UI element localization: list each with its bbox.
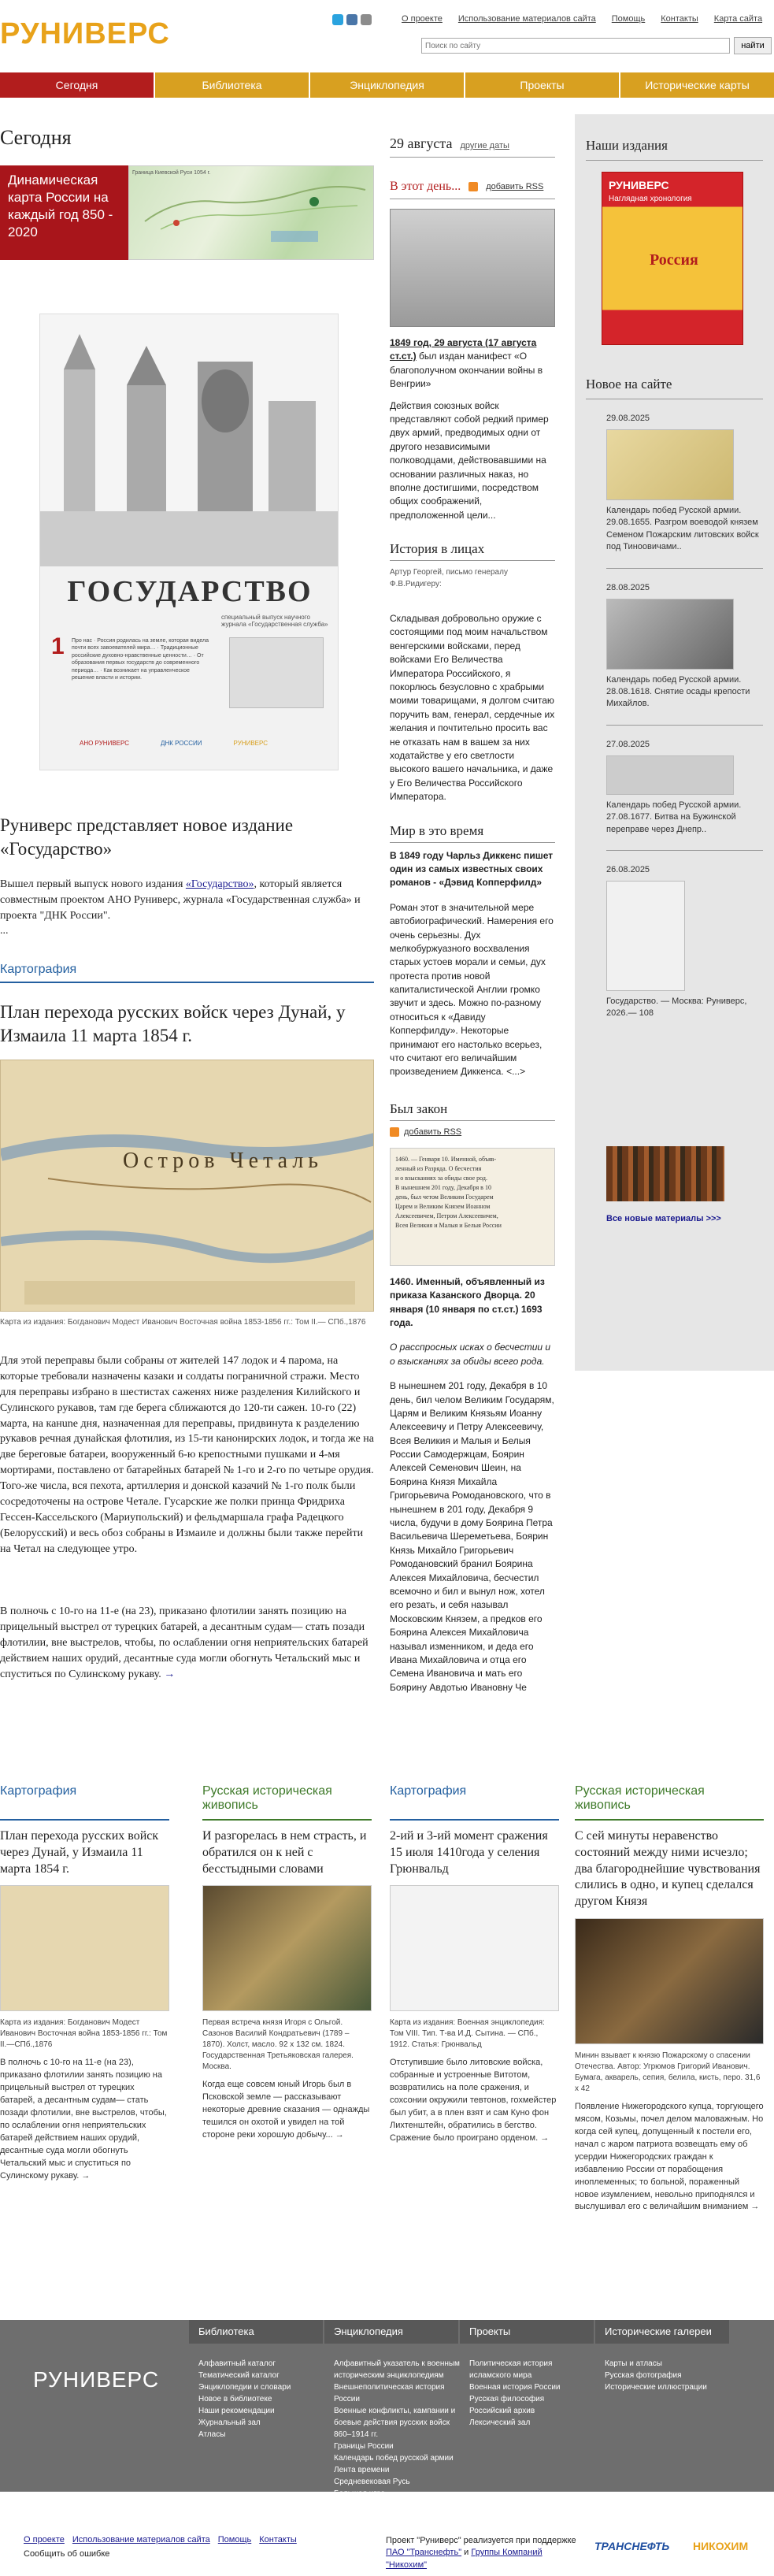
feature-text-part2: , который является совместным проектом АНО Руниверс, журнала «Государственная служба» и проекта "ДНК России".: [0, 878, 361, 922]
vk-icon[interactable]: [346, 14, 357, 25]
new-item[interactable]: [575, 740, 774, 836]
this-day-heading[interactable]: В этот день...: [390, 180, 461, 193]
danube-map-drawing: [1, 1060, 374, 1312]
footer-link[interactable]: Русская философия: [469, 2395, 545, 2403]
topnav-usage[interactable]: Использование материалов сайта: [457, 14, 596, 24]
footer: [0, 2320, 774, 2498]
law-doc-line: 1460. — Генваря 10. Именной, объяв-: [395, 1155, 497, 1163]
card-caption: Карта из издания: Военная энциклопедия: Том VIII. Тип. Т-ва И.Д. Сытина. — СПб., 1912. Статья: Грюнвальд: [390, 2018, 545, 2050]
right-sidebar: [575, 114, 774, 1371]
new-item-image: [606, 755, 734, 795]
persons-quote: Складывая добровольно оружие с состоящими под моим начальством венгерскими войсками, перед войсками Его Величества Императора Российского, я покорлюсь безусловно с храбрыми моими товарищами, я долгом считаю поручить вам, генерал, сердечные их желания и почтительно просить вас не отказать нам в вашем за них ходатайстве у его светлости высокого вашего начальника, и даже у Его Величества Российского Императора.: [390, 613, 555, 803]
footer-link[interactable]: Средневековая Русь: [334, 2478, 410, 2486]
law-italic: О расспросных исках о бесчестии и о взысканиях за обиды всего рода.: [390, 1342, 551, 1367]
card-text-body: Появление Нижегородского купца, торгующего мясом, Козьмы, почел делом маловажным. Но когда сей купец, допущенный к постели его, начал с жаром патриота возвещать ему об усердии Нижегородских граждан к избавлению России от порабощения иноплеменных; то больной, пораженный новое изумлением, невольно приподнялся и выслушивал его с величайшим вниманием: [575, 2101, 764, 2212]
footer-link[interactable]: Политическая история исламского мира: [469, 2359, 553, 2380]
law-doc-line: день, был четом Великим Государем: [395, 1193, 494, 1201]
new-item-image: [606, 599, 734, 670]
footer-link[interactable]: Атласы: [198, 2430, 226, 2439]
nikokhim-logo[interactable]: НИКОХИМ: [693, 2540, 749, 2552]
new-item-caption: Государство. — Москва: Руниверс, 2026.— 108: [606, 996, 747, 1019]
card-heading[interactable]: Картография: [390, 1784, 559, 1821]
menu-library[interactable]: Библиотека: [155, 72, 310, 98]
footer-link[interactable]: Военная история России: [469, 2383, 561, 2392]
search-input[interactable]: [421, 38, 730, 54]
cartography-paragraph-2-text: В полночь с 10-го на 11-е (на 23), приказано флотилии занять позицию на прицельный выстрел от турецких батарей, а десантным судам— стать позади флотилии, вне выстрелов, чтобы, по ослаблении огня неприятельских батарей действием наших орудий, десантные суда могли обогнуть Четальский мыс и спуститься по Сулинскому рукаву.: [0, 1605, 368, 1680]
search-button[interactable]: найти: [734, 37, 772, 54]
partner-transneft-link[interactable]: ПАО "Транснефть": [386, 2548, 462, 2558]
book-cover[interactable]: [602, 172, 743, 345]
russia-map-drawing: [129, 166, 373, 259]
law-rss: [390, 1127, 555, 1137]
project-support: [386, 2535, 583, 2571]
card-text-body: Когда еще совсем юный Игорь был в Псковской земле — рассказывают некоторые древние сказания — однажды тешился он охотой и увидел на той стороне реки хорошую добычу...: [202, 2080, 370, 2140]
footer-link[interactable]: Русская фотография: [605, 2371, 682, 2380]
poster-title: ГОСУДАРСТВО: [67, 575, 313, 608]
new-on-site-heading[interactable]: Новое на сайте: [586, 345, 763, 399]
card-more-arrow[interactable]: →: [750, 2202, 760, 2212]
feature-text: [0, 877, 374, 924]
logo-dnk: ДНК РОССИИ: [161, 740, 202, 747]
footer-nav-encyclopedia[interactable]: Энциклопедия: [324, 2320, 458, 2344]
world-heading[interactable]: Мир в это время: [390, 823, 555, 843]
law-rss-link[interactable]: добавить RSS: [404, 1127, 462, 1137]
card-heading[interactable]: Картография: [0, 1784, 169, 1821]
footer-link[interactable]: Наши рекомендации: [198, 2407, 275, 2415]
feature-text-part1: Вышел первый выпуск нового издания: [0, 878, 186, 890]
bottom-link-contacts[interactable]: Контакты: [259, 2535, 297, 2544]
world-more-link[interactable]: <...>: [506, 1066, 526, 1078]
card-image[interactable]: [0, 1885, 169, 2011]
card-text: [202, 2079, 372, 2142]
card-more-arrow[interactable]: →: [81, 2170, 91, 2181]
footer-link[interactable]: Лексический зал: [469, 2418, 531, 2427]
this-day-event: [390, 336, 555, 392]
law-document-image[interactable]: [390, 1148, 555, 1266]
new-item[interactable]: [575, 865, 774, 1020]
bottom-bar: [0, 2521, 774, 2576]
this-day-image[interactable]: [390, 209, 555, 327]
footer-link[interactable]: Лента времени: [334, 2466, 390, 2474]
footer-nav-library[interactable]: Библиотека: [189, 2320, 323, 2344]
transneft-logo[interactable]: ТРАНСНЕФТЬ: [594, 2540, 670, 2552]
card-heading[interactable]: Русская историческая живопись: [202, 1784, 372, 1821]
cartography-title[interactable]: План перехода русских войск через Дунай, у Измаила 11 марта 1854 г.: [0, 1002, 346, 1046]
cartography-more-arrow[interactable]: →: [164, 1668, 176, 1680]
footer-link[interactable]: Большая игра: [334, 2489, 386, 2498]
this-day-description: Действия союзных войск представляют собой редкий пример двух армий, предводимых одни от другого независимыми полководцами, действовавшими на основании различных наказ, но вполне достигшими, посредством общих соображений, предположенной цели...: [390, 399, 549, 521]
poster-issue-number: 1: [51, 633, 65, 659]
logo-runivers: РУНИВЕРС: [233, 740, 268, 747]
card-text-body: Отступившие было литовские войска, собранные и устроенные Витотом, возвратились на поле сражения, и сохсонии окружили тевтонов, гохмейстер был убит, а в плен взят и сам Куно фон Лихтенштейн, обратились в бегство. Сражение было проиграно орденом.: [390, 2058, 557, 2144]
law-rss-icon[interactable]: [390, 1127, 399, 1137]
footer-col-library: [198, 2358, 324, 2441]
social-links: [332, 14, 372, 25]
card-painting-2: [575, 1784, 764, 2214]
date-row: [390, 135, 555, 158]
danube-map[interactable]: [0, 1060, 374, 1312]
poster-contents: Про нас · Россия родилась на земле, которая видела почти всех завоевателей мира… · Традиционные российские духовно-нравственные ценности… · От образования первых государств до современного периода… · Как возникает на управленческое решение власти и истории.: [72, 638, 209, 681]
new-item-date: 29.08.2025: [606, 414, 650, 423]
menu-encyclopedia[interactable]: Энциклопедия: [310, 72, 465, 98]
footer-nav: [189, 2320, 731, 2344]
rss-link[interactable]: добавить RSS: [486, 182, 544, 191]
topnav-contacts[interactable]: Контакты: [661, 14, 698, 24]
footer-col-projects: [469, 2358, 595, 2429]
card-cartography-1: [0, 1784, 169, 2183]
footer-nav-projects[interactable]: Проекты: [460, 2320, 594, 2344]
new-item-image: [606, 881, 685, 991]
footer-link[interactable]: Тематический каталог: [198, 2371, 280, 2380]
promo-map-image: [128, 165, 374, 260]
partner-nikokhim-link[interactable]: Группы Компаний "Никохим": [386, 2548, 543, 2570]
card-caption: Минин взывает к князю Пожарскому о спасении Отечества. Автор: Угрюмов Григорий Иванович. Бумага, акварель, сепия, белила, кисть, перо. 31,6 х 42: [575, 2051, 761, 2093]
book-brand: РУНИВЕРС: [609, 179, 669, 191]
other-dates-link[interactable]: другие даты: [460, 141, 509, 150]
cartography-paragraph-1: Для этой переправы были собраны от жителей 147 лодок и 4 парома, на которые требовали назначены казаки и солдаты пограничной стражи. Место для переправы избрано в шестистах саженях ниже разделения Килийского и Сулинского рукавов, там где берега сближаются до 120-ти сажен. 10-го (22) марта, на канune дня, назначенная для переправы, придвинута к разделению рукавов речная дунайская флотилия, из 15-ти канонирских лодок, и тогда же на две береговые батареи, вооруженный 6-ю крепостными пушками и 4-мя мортирами, поставлено от батарейных батарей № 1-го и 2-го по четыре орудия. Того-же числа, вся пехота, артиллерия и донской казачий № 1-го полк были сосредоточены на острове Четале. Гусарские же полки принца Фридриха Гессен-Кассельского (Мариупольский) и фельдмаршала графа Радецкого (Белорусский) и весь обоз собраны в Измаиле и должны были также перейти на Четал на следующее утро.: [0, 1355, 374, 1555]
new-item[interactable]: [575, 414, 774, 554]
this-day-event-text: был издан манифест «О благополучном окончании войны в Венгрии»: [390, 351, 543, 390]
footer-col-encyclopedia: [334, 2358, 460, 2500]
bottom-link-help[interactable]: Помощь: [217, 2535, 252, 2544]
rss-icon[interactable]: [468, 182, 478, 191]
law-doc-line: и о взысканиях за обиды свое род.: [395, 1174, 487, 1182]
law-doc-line: Царем и Великим Князем Иоанном: [395, 1202, 491, 1210]
topnav-help[interactable]: Помощь: [611, 14, 646, 24]
feature-heading[interactable]: Руниверс представляет новое издание «Государство»: [0, 815, 294, 859]
project-support-text: Проект "Руниверс" реализуется при поддержке: [386, 2536, 576, 2545]
danube-map-label: Остров Четаль: [123, 1149, 324, 1173]
poster-logos: [80, 740, 268, 747]
this-day-header: [390, 180, 555, 199]
bottom-link-usage[interactable]: Использование материалов сайта: [72, 2535, 210, 2544]
footer-nav-galleries[interactable]: Исторические галереи: [595, 2320, 729, 2344]
footer-link[interactable]: Исторические иллюстрации: [605, 2383, 707, 2392]
new-item-caption: Календарь побед Русской армии. 27.08.1677. Битва на Бужинской переправе через Днепр..: [606, 800, 742, 834]
promo-map-caption: Граница Киевской Руси 1054 г.: [132, 170, 211, 176]
this-day-column: [390, 118, 555, 1694]
menu-projects[interactable]: Проекты: [465, 72, 620, 98]
card-text: [575, 2101, 764, 2214]
promo-banner[interactable]: [0, 165, 374, 260]
footer-col-galleries: [605, 2358, 731, 2393]
cartography-paragraph-2: [0, 1604, 374, 1682]
card-text: [390, 2057, 559, 2145]
card-title[interactable]: И разгорелась в нем страсть, и обратился он к ней с бесстыдными словами: [202, 1829, 367, 1876]
footer-link[interactable]: Границы России: [334, 2442, 394, 2451]
law-doc-line: Алексеевичем, Петром Алексеевичем,: [395, 1212, 498, 1219]
logo-ano-runivers: АНО РУНИВЕРС: [80, 740, 130, 747]
world-text-body: Роман этот в значительной мере автобиографический. Намерения его очень серьезны. Дух мелкобуржуазного восхваления старых устоев морали и семьи, дух протеста против новой капиталистической Англии громко звучит и здесь. Можно по-разному относиться к «Давиду Копперфилду». Некоторые принимают его настолько всерьез, что считают его величайшим произведением Диккенса.: [390, 901, 554, 1078]
card-heading[interactable]: Русская историческая живопись: [575, 1784, 764, 1821]
footer-link[interactable]: Карты и атласы: [605, 2359, 662, 2368]
new-item-date: 26.08.2025: [606, 864, 650, 874]
book-subtitle: Наглядная хронология: [609, 195, 692, 203]
main-menu: [0, 72, 774, 98]
telegram-icon[interactable]: [332, 14, 343, 25]
card-caption: Карта из издания: Богданович Модест Иванович Восточная война 1853-1856 гг.: Том II.—СПб.,1876: [0, 2018, 168, 2050]
footer-link[interactable]: Энциклопедии и словари: [198, 2383, 291, 2392]
card-title[interactable]: С сей минуты неравенство состояний между ними исчезло; два благороднейшие чувствования слились в одно, и купец сделался другом Князя: [575, 1829, 761, 1909]
this-day-event-date[interactable]: 1849 год, 29 августа (17 августа ст.ст.): [390, 337, 537, 362]
footer-link[interactable]: Военные конфликты, кампании и боевые действия русских войск 860–1914 гг.: [334, 2407, 456, 2439]
logo[interactable]: РУНИВЕРС: [0, 17, 170, 50]
topnav-sitemap[interactable]: Карта сайта: [713, 14, 763, 24]
report-error-link[interactable]: Сообщить об ошибке: [24, 2549, 110, 2559]
persons-heading[interactable]: История в лицах: [390, 541, 555, 561]
card-image[interactable]: [202, 1885, 372, 2011]
poster-subtitle: специальный выпуск научного журнала «Государственная служба»: [221, 614, 328, 628]
footer-link[interactable]: Алфавитный каталог: [198, 2359, 276, 2368]
footer-link[interactable]: Российский архив: [469, 2407, 535, 2415]
law-bold[interactable]: 1460. Именный, объявленный из приказа Казанского Дворца. 20 января (10 января по ст.ст.) 1693 года.: [390, 1275, 545, 1328]
new-item-caption: Календарь побед Русской армии. 28.08.1618. Снятие осады крепости Михайлов.: [606, 674, 750, 709]
card-title[interactable]: 2-ий и 3-ий момент сражения 15 июля 1410года у селения Грюнвальд: [390, 1829, 548, 1876]
persons-subheading: Артур Георгей, письмо генералу Ф.В.Ридигеру:: [390, 568, 508, 588]
footer-link[interactable]: Новое в библиотеке: [198, 2395, 272, 2403]
bottom-link-about[interactable]: О проекте: [24, 2535, 65, 2544]
promo-text: Динамическая карта России на каждый год 850 - 2020: [0, 165, 128, 260]
card-painting-1: [202, 1784, 372, 2142]
law-heading[interactable]: Был закон: [390, 1101, 555, 1121]
bookshelf-image[interactable]: [606, 1146, 724, 1201]
feature-block: [0, 814, 374, 939]
new-item-date: 28.08.2025: [606, 582, 650, 592]
card-caption: Первая встреча князя Игоря с Ольгой. Сазонов Василий Кондратьевич (1789 – 1870). Холст, масло. 92 х 132 см. 1824. Государственная Третьяковская галерея. Москва.: [202, 2018, 354, 2072]
footer-logo[interactable]: РУНИВЕРС: [33, 2367, 160, 2392]
current-date: 29 августа: [390, 135, 453, 151]
card-title[interactable]: План перехода русских войск через Дунай, у Измаила 11 марта 1854 г.: [0, 1829, 159, 1876]
menu-today[interactable]: Сегодня: [0, 72, 155, 98]
law-doc-line: ленный из Разряда. О бесчестия: [395, 1164, 482, 1172]
book-title: Россия: [650, 251, 698, 269]
world-text: [390, 901, 555, 1079]
world-bold[interactable]: В 1849 году Чарльз Диккенс пишет один из самых известных своих романов - «Дэвид Копперфилд»: [390, 849, 554, 889]
editions-heading[interactable]: Наши издания: [586, 114, 763, 161]
top-nav: [394, 14, 770, 24]
card-image[interactable]: [390, 1885, 559, 2011]
card-image[interactable]: [575, 1918, 764, 2044]
page-title: Сегодня: [0, 126, 72, 149]
new-item-image: [606, 429, 734, 500]
new-item[interactable]: [575, 583, 774, 711]
card-more-arrow[interactable]: →: [540, 2133, 550, 2144]
cartography-header: [0, 963, 374, 983]
card-more-arrow[interactable]: →: [335, 2130, 344, 2140]
law-doc-line: Всея Великия и Малыя и Белыя России: [395, 1221, 502, 1229]
footer-link[interactable]: Журнальный зал: [198, 2418, 261, 2427]
ok-icon[interactable]: [361, 14, 372, 25]
header: [0, 0, 774, 71]
card-text-body: В полночь с 10-го на 11-е (на 23), приказано флотилии занять позицию на прицельный выстрел от турецких батарей, а десантным судам— стать позади флотилии, вне выстрелов, чтобы, по ослаблении огня неприятельских батарей действием наших орудий, десантные суда могли обогнуть Четальский мыс и спуститься по Сулинскому рукаву.: [0, 2058, 167, 2181]
feature-link[interactable]: «Государство»: [185, 878, 254, 890]
law-doc-line: В нынешнем 201 году, Декабря в 10: [395, 1183, 491, 1191]
law-text: В нынешнем 201 году, Декабря в 10 день, бил челом Великим Государям, Царям и Великим Князьям Иоанну Алексеевичу и Петру Алексеевичу, Всея Великия и Малыя и Белыя России Самодержцам, Боярин Алексей Семенович Шеин, на Боярина Князя Михайла Григорьевича Ромодановского, что в нынешнем в 201 году, Декабря 9 числа, будучи в дому Боярина Петра Васильевича Шереметьева, Боярин Князь Михайло Григорьевич Ромодановский бранил Боярина Алексея Михайловича, бесчестил всемочно и бил и вынул нож, хотел его резать, и себя называл Московским Князем, а предков его Боярина Алексея Михайловича называл изменником, и деда его Ивана Михайловича и отца его Семена Ивановича и мать его Боярину Авдотью Ивановну Че: [390, 1380, 554, 1693]
cartography-heading[interactable]: Картография: [0, 963, 77, 976]
topnav-about[interactable]: О проекте: [402, 14, 443, 24]
new-item-date: 27.08.2025: [606, 739, 650, 749]
kremlin-engraving: [40, 314, 338, 566]
cartography-caption: Карта из издания: Богданович Модест Иванович Восточная война 1853-1856 гг.: Том II.— СПб.,1876: [0, 1318, 366, 1327]
menu-maps[interactable]: Исторические карты: [645, 79, 750, 91]
footer-link[interactable]: Календарь побед русской армии: [334, 2454, 454, 2463]
poster-gosudarstvo[interactable]: [39, 314, 339, 770]
feature-ellipsis: ...: [0, 925, 9, 937]
bottom-links: [24, 2535, 297, 2544]
project-support-and: и: [461, 2548, 472, 2558]
all-new-link[interactable]: Все новые материалы >>>: [606, 1213, 721, 1223]
card-cartography-2: [390, 1784, 559, 2145]
new-item-caption: Календарь побед Русской армии. 29.08.1655. Разгром воеводой князем Семеном Пожарским литовских войск под Тиноовичами..: [606, 506, 759, 552]
poster-illustration: [229, 637, 324, 708]
footer-link[interactable]: Алфавитный указатель к военным историческим энциклопедиям: [334, 2359, 460, 2380]
card-text: [0, 2057, 169, 2182]
footer-link[interactable]: Внешнеполитическая история России: [334, 2383, 445, 2403]
